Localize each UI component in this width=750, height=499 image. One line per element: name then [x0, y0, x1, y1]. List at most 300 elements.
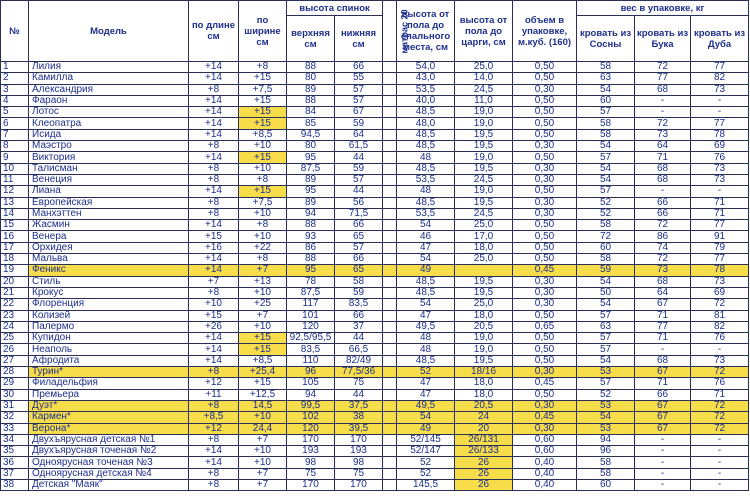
cell-width: +15	[239, 107, 287, 118]
cell-width: 14,5	[239, 400, 287, 411]
cell-width: 24,4	[239, 423, 287, 434]
cell-volume: 0,30	[513, 208, 577, 219]
cell-weight-oak: -	[691, 434, 749, 445]
cell-length: +15	[189, 231, 239, 242]
cell-mattress	[383, 367, 397, 378]
cell-back-top: 94,5	[287, 129, 335, 140]
cell-weight-oak: 91	[691, 231, 749, 242]
cell-length: +14	[189, 73, 239, 84]
cell-volume: 0,50	[513, 344, 577, 355]
cell-model-name: Двухъярусная точеная №2	[29, 446, 189, 457]
cell-mattress	[383, 242, 397, 253]
cell-floor-to-sleep: 52	[397, 457, 455, 468]
cell-volume: 0,40	[513, 479, 577, 490]
cell-width: +10	[239, 412, 287, 423]
cell-back-top: 88	[287, 95, 335, 106]
cell-floor-to-frame: 19,0	[455, 118, 513, 129]
cell-volume: 0,50	[513, 73, 577, 84]
header-back-height: высота спинок	[287, 1, 383, 16]
cell-length: +8	[189, 434, 239, 445]
cell-weight-beech: 77	[635, 73, 691, 84]
cell-floor-to-frame: 19,0	[455, 186, 513, 197]
cell-floor-to-frame: 18,0	[455, 310, 513, 321]
cell-back-bottom: 59	[335, 287, 383, 298]
cell-weight-pine: 53	[577, 423, 635, 434]
cell-weight-beech: -	[635, 95, 691, 106]
cell-floor-to-sleep: 46	[397, 231, 455, 242]
cell-length: +7	[189, 276, 239, 287]
cell-length: +8	[189, 84, 239, 95]
cell-volume: 0,30	[513, 287, 577, 298]
cell-length: +8	[189, 400, 239, 411]
cell-floor-to-frame: 26/133	[455, 446, 513, 457]
cell-volume: 0,50	[513, 333, 577, 344]
cell-floor-to-frame: 24,5	[455, 174, 513, 185]
header-oak: кровать из Дуба	[691, 16, 749, 62]
cell-floor-to-sleep: 54	[397, 299, 455, 310]
cell-volume: 0,50	[513, 355, 577, 366]
cell-weight-oak: 72	[691, 400, 749, 411]
table-row	[1, 163, 749, 174]
header-width: по ширине см	[239, 1, 287, 62]
cell-weight-oak: -	[691, 186, 749, 197]
table-row	[1, 468, 749, 479]
cell-weight-pine: 54	[577, 174, 635, 185]
cell-model-name: Верона*	[29, 423, 189, 434]
table-row	[1, 389, 749, 400]
cell-floor-to-sleep: 48,5	[397, 141, 455, 152]
cell-width: +15	[239, 73, 287, 84]
cell-floor-to-frame: 26	[455, 468, 513, 479]
cell-mattress	[383, 287, 397, 298]
cell-model-name: Фараон	[29, 95, 189, 106]
cell-weight-oak: 78	[691, 265, 749, 276]
cell-back-bottom: 64	[335, 129, 383, 140]
cell-weight-beech: -	[635, 107, 691, 118]
cell-mattress	[383, 265, 397, 276]
table-header	[1, 1, 749, 62]
cell-model-name: Детская "Маяк"	[29, 479, 189, 490]
cell-back-bottom: 57	[335, 84, 383, 95]
table-row	[1, 141, 749, 152]
cell-mattress	[383, 321, 397, 332]
cell-floor-to-frame: 26	[455, 479, 513, 490]
cell-width: +10	[239, 287, 287, 298]
cell-back-bottom: 39,5	[335, 423, 383, 434]
cell-weight-beech: 71	[635, 310, 691, 321]
cell-weight-pine: 58	[577, 254, 635, 265]
cell-weight-oak: 77	[691, 118, 749, 129]
cell-back-bottom: 44	[335, 152, 383, 163]
table-row	[1, 457, 749, 468]
cell-floor-to-frame: 19,5	[455, 141, 513, 152]
cell-length: +14	[189, 220, 239, 231]
cell-number: 9	[1, 152, 29, 163]
cell-length: +14	[189, 265, 239, 276]
table-row	[1, 276, 749, 287]
header-volume: объем в упаковке, м.куб. (160)	[513, 1, 577, 62]
cell-number: 7	[1, 129, 29, 140]
cell-floor-to-frame: 24,5	[455, 208, 513, 219]
cell-weight-beech: 71	[635, 378, 691, 389]
table-row	[1, 310, 749, 321]
cell-length: +26	[189, 321, 239, 332]
cell-weight-beech: 73	[635, 265, 691, 276]
cell-volume: 0,50	[513, 389, 577, 400]
cell-back-top: 89	[287, 84, 335, 95]
cell-model-name: Мальва	[29, 254, 189, 265]
cell-length: +11	[189, 389, 239, 400]
cell-weight-oak: 76	[691, 378, 749, 389]
table-row	[1, 321, 749, 332]
cell-volume: 0,30	[513, 423, 577, 434]
cell-mattress	[383, 333, 397, 344]
cell-weight-pine: 57	[577, 378, 635, 389]
cell-back-top: 193	[287, 446, 335, 457]
cell-floor-to-frame	[455, 265, 513, 276]
table-row	[1, 378, 749, 389]
cell-volume: 0,30	[513, 299, 577, 310]
cell-width: +7	[239, 468, 287, 479]
cell-weight-beech: -	[635, 479, 691, 490]
cell-back-top: 86	[287, 242, 335, 253]
cell-weight-beech: -	[635, 468, 691, 479]
cell-number: 11	[1, 174, 29, 185]
cell-volume: 0,30	[513, 197, 577, 208]
cell-volume: 0,65	[513, 321, 577, 332]
cell-weight-beech: 66	[635, 208, 691, 219]
cell-back-bottom: 77,5/36	[335, 367, 383, 378]
cell-weight-beech: 73	[635, 129, 691, 140]
cell-weight-oak: 81	[691, 310, 749, 321]
cell-floor-to-sleep: 40,0	[397, 95, 455, 106]
cell-weight-pine: 58	[577, 62, 635, 73]
cell-floor-to-frame: 19,5	[455, 197, 513, 208]
header-mattress-label: матрас 20	[399, 9, 410, 53]
cell-width: +13	[239, 276, 287, 287]
cell-weight-pine: 54	[577, 355, 635, 366]
cell-number: 37	[1, 468, 29, 479]
cell-weight-oak: 82	[691, 321, 749, 332]
cell-floor-to-frame: 19,5	[455, 129, 513, 140]
cell-floor-to-frame: 25,0	[455, 62, 513, 73]
cell-weight-beech: -	[635, 457, 691, 468]
cell-floor-to-sleep: 47	[397, 378, 455, 389]
cell-number: 34	[1, 434, 29, 445]
cell-volume: 0,40	[513, 457, 577, 468]
cell-floor-to-sleep: 48,5	[397, 276, 455, 287]
cell-model-name: Одноярусная детская №4	[29, 468, 189, 479]
table-row	[1, 434, 749, 445]
cell-weight-oak: 73	[691, 174, 749, 185]
cell-weight-oak: 79	[691, 242, 749, 253]
cell-weight-beech: 66	[635, 197, 691, 208]
cell-width: +12,5	[239, 389, 287, 400]
cell-width: +7	[239, 434, 287, 445]
cell-weight-beech: -	[635, 186, 691, 197]
table-row	[1, 446, 749, 457]
cell-weight-oak: 72	[691, 412, 749, 423]
cell-floor-to-sleep: 48,0	[397, 118, 455, 129]
header-floor-to-sleep: высота от пола до спального места, см	[397, 1, 455, 62]
cell-volume: 0,45	[513, 265, 577, 276]
cell-model-name: Орхидея	[29, 242, 189, 253]
cell-weight-oak: -	[691, 446, 749, 457]
table-row	[1, 73, 749, 84]
cell-weight-pine: 54	[577, 412, 635, 423]
cell-floor-to-sleep: 49	[397, 265, 455, 276]
cell-weight-pine: 58	[577, 129, 635, 140]
cell-weight-pine: 50	[577, 287, 635, 298]
cell-floor-to-sleep: 53,5	[397, 84, 455, 95]
cell-weight-pine: 57	[577, 333, 635, 344]
cell-width: +10	[239, 208, 287, 219]
table-row	[1, 231, 749, 242]
cell-mattress	[383, 197, 397, 208]
cell-number: 4	[1, 95, 29, 106]
cell-model-name: Стиль	[29, 276, 189, 287]
cell-floor-to-frame: 18,0	[455, 378, 513, 389]
cell-width: +7	[239, 310, 287, 321]
cell-volume: 0,30	[513, 84, 577, 95]
cell-floor-to-sleep: 54	[397, 412, 455, 423]
cell-width: +25,4	[239, 367, 287, 378]
cell-number: 12	[1, 186, 29, 197]
cell-back-top: 101	[287, 310, 335, 321]
cell-back-bottom: 66	[335, 220, 383, 231]
cell-volume: 0,30	[513, 163, 577, 174]
cell-weight-pine: 60	[577, 95, 635, 106]
cell-weight-oak: -	[691, 468, 749, 479]
cell-mattress	[383, 355, 397, 366]
cell-floor-to-frame: 25,0	[455, 254, 513, 265]
cell-volume: 0,50	[513, 129, 577, 140]
cell-weight-beech: 68	[635, 174, 691, 185]
cell-floor-to-sleep: 47	[397, 389, 455, 400]
cell-weight-pine: 53	[577, 367, 635, 378]
cell-floor-to-sleep: 145,5	[397, 479, 455, 490]
cell-weight-pine: 54	[577, 141, 635, 152]
header-length: по длине см	[189, 1, 239, 62]
cell-weight-beech: 67	[635, 400, 691, 411]
cell-volume: 0,50	[513, 310, 577, 321]
cell-width: +8,5	[239, 355, 287, 366]
cell-weight-beech: 67	[635, 299, 691, 310]
cell-model-name: Филадельфия	[29, 378, 189, 389]
cell-back-top: 88	[287, 62, 335, 73]
cell-floor-to-sleep: 52/145	[397, 434, 455, 445]
cell-model-name: Виктория	[29, 152, 189, 163]
cell-weight-pine: 54	[577, 163, 635, 174]
cell-length: +14	[189, 446, 239, 457]
cell-floor-to-frame: 24,5	[455, 84, 513, 95]
cell-weight-pine: 54	[577, 299, 635, 310]
cell-floor-to-frame: 20	[455, 423, 513, 434]
cell-back-top: 117	[287, 299, 335, 310]
cell-back-top: 95	[287, 152, 335, 163]
cell-weight-oak: 72	[691, 367, 749, 378]
cell-floor-to-sleep: 48,5	[397, 163, 455, 174]
cell-back-top: 80	[287, 141, 335, 152]
table-row	[1, 287, 749, 298]
cell-mattress	[383, 186, 397, 197]
cell-model-name: Камилла	[29, 73, 189, 84]
cell-width: +7,5	[239, 84, 287, 95]
cell-floor-to-sleep: 43,0	[397, 73, 455, 84]
cell-floor-to-sleep: 48	[397, 333, 455, 344]
cell-model-name: Дуэт*	[29, 400, 189, 411]
cell-back-top: 120	[287, 423, 335, 434]
cell-floor-to-frame: 19,0	[455, 107, 513, 118]
cell-number: 18	[1, 254, 29, 265]
cell-width: +7	[239, 479, 287, 490]
cell-length: +15	[189, 310, 239, 321]
table-body	[1, 62, 749, 491]
cell-back-bottom: 170	[335, 479, 383, 490]
cell-weight-pine: 57	[577, 152, 635, 163]
header-back-top: верхняя см	[287, 16, 335, 62]
cell-floor-to-sleep: 49	[397, 423, 455, 434]
cell-model-name: Колизей	[29, 310, 189, 321]
cell-width: +8	[239, 254, 287, 265]
cell-length: +8	[189, 287, 239, 298]
cell-weight-oak: 69	[691, 287, 749, 298]
cell-back-top: 94	[287, 208, 335, 219]
table-row	[1, 107, 749, 118]
cell-number: 10	[1, 163, 29, 174]
cell-floor-to-frame: 20,5	[455, 400, 513, 411]
cell-number: 33	[1, 423, 29, 434]
cell-mattress	[383, 389, 397, 400]
cell-weight-pine: 57	[577, 344, 635, 355]
cell-back-top: 75	[287, 468, 335, 479]
cell-model-name: Крокус	[29, 287, 189, 298]
cell-width: +15	[239, 186, 287, 197]
cell-floor-to-frame: 17,0	[455, 231, 513, 242]
cell-number: 14	[1, 208, 29, 219]
cell-back-bottom: 66	[335, 310, 383, 321]
cell-model-name: Лилия	[29, 62, 189, 73]
cell-length: +8	[189, 468, 239, 479]
cell-back-top: 96	[287, 367, 335, 378]
cell-volume: 0,45	[513, 412, 577, 423]
cell-volume: 0,45	[513, 378, 577, 389]
cell-mattress	[383, 423, 397, 434]
cell-mattress	[383, 163, 397, 174]
cell-length: +8	[189, 141, 239, 152]
cell-mattress	[383, 152, 397, 163]
table-row	[1, 186, 749, 197]
cell-width: +15	[239, 118, 287, 129]
cell-back-bottom: 57	[335, 242, 383, 253]
cell-volume: 0,50	[513, 242, 577, 253]
cell-mattress	[383, 220, 397, 231]
cell-weight-pine: 60	[577, 479, 635, 490]
cell-back-bottom: 83,5	[335, 299, 383, 310]
cell-length: +14	[189, 95, 239, 106]
header-model: Модель	[29, 1, 189, 62]
cell-length: +14	[189, 129, 239, 140]
cell-back-bottom: 65	[335, 265, 383, 276]
cell-mattress	[383, 446, 397, 457]
table-row	[1, 423, 749, 434]
cell-model-name: Венеция	[29, 174, 189, 185]
cell-weight-pine: 52	[577, 208, 635, 219]
cell-number: 26	[1, 344, 29, 355]
table-row	[1, 208, 749, 219]
cell-model-name: Купидон	[29, 333, 189, 344]
cell-width: +10	[239, 457, 287, 468]
header-mattress	[383, 1, 410, 62]
cell-floor-to-frame: 19,5	[455, 287, 513, 298]
cell-floor-to-sleep: 48	[397, 344, 455, 355]
cell-number: 38	[1, 479, 29, 490]
cell-weight-pine: 54	[577, 276, 635, 287]
cell-weight-oak: -	[691, 95, 749, 106]
cell-length: +8	[189, 174, 239, 185]
cell-back-top: 93	[287, 231, 335, 242]
cell-number: 21	[1, 287, 29, 298]
cell-model-name: Исида	[29, 129, 189, 140]
cell-mattress	[383, 378, 397, 389]
cell-back-top: 87,5	[287, 287, 335, 298]
cell-back-bottom: 61,5	[335, 141, 383, 152]
cell-length: +14	[189, 107, 239, 118]
cell-length: +14	[189, 254, 239, 265]
cell-number: 36	[1, 457, 29, 468]
cell-mattress	[383, 344, 397, 355]
cell-weight-oak: 73	[691, 355, 749, 366]
cell-number: 6	[1, 118, 29, 129]
cell-floor-to-sleep: 54,0	[397, 62, 455, 73]
cell-weight-oak: 78	[691, 129, 749, 140]
cell-volume: 0,50	[513, 186, 577, 197]
cell-back-bottom: 44	[335, 389, 383, 400]
cell-back-top: 170	[287, 479, 335, 490]
cell-width: +10	[239, 163, 287, 174]
cell-weight-pine: 94	[577, 434, 635, 445]
cell-length: +8	[189, 479, 239, 490]
cell-weight-oak: -	[691, 107, 749, 118]
cell-weight-pine: 63	[577, 321, 635, 332]
cell-weight-oak: 76	[691, 152, 749, 163]
cell-back-bottom: 82/49	[335, 355, 383, 366]
table-row	[1, 84, 749, 95]
cell-mattress	[383, 254, 397, 265]
header-weight: вес в упаковке, кг	[577, 1, 749, 16]
cell-floor-to-sleep: 52/147	[397, 446, 455, 457]
cell-back-top: 98	[287, 457, 335, 468]
cell-back-top: 84	[287, 107, 335, 118]
cell-model-name: Жасмин	[29, 220, 189, 231]
cell-weight-pine: 58	[577, 457, 635, 468]
cell-model-name: Манхэттен	[29, 208, 189, 219]
table-row	[1, 254, 749, 265]
cell-weight-oak: 77	[691, 220, 749, 231]
cell-floor-to-sleep: 48	[397, 186, 455, 197]
cell-weight-oak: 82	[691, 73, 749, 84]
cell-floor-to-frame: 19,0	[455, 344, 513, 355]
cell-length: +8	[189, 163, 239, 174]
cell-volume: 0,30	[513, 367, 577, 378]
cell-floor-to-frame: 26	[455, 457, 513, 468]
cell-weight-oak: 73	[691, 84, 749, 95]
cell-width: +8,5	[239, 129, 287, 140]
cell-volume: 0,50	[513, 152, 577, 163]
cell-number: 29	[1, 378, 29, 389]
cell-weight-oak: 71	[691, 208, 749, 219]
cell-number: 8	[1, 141, 29, 152]
